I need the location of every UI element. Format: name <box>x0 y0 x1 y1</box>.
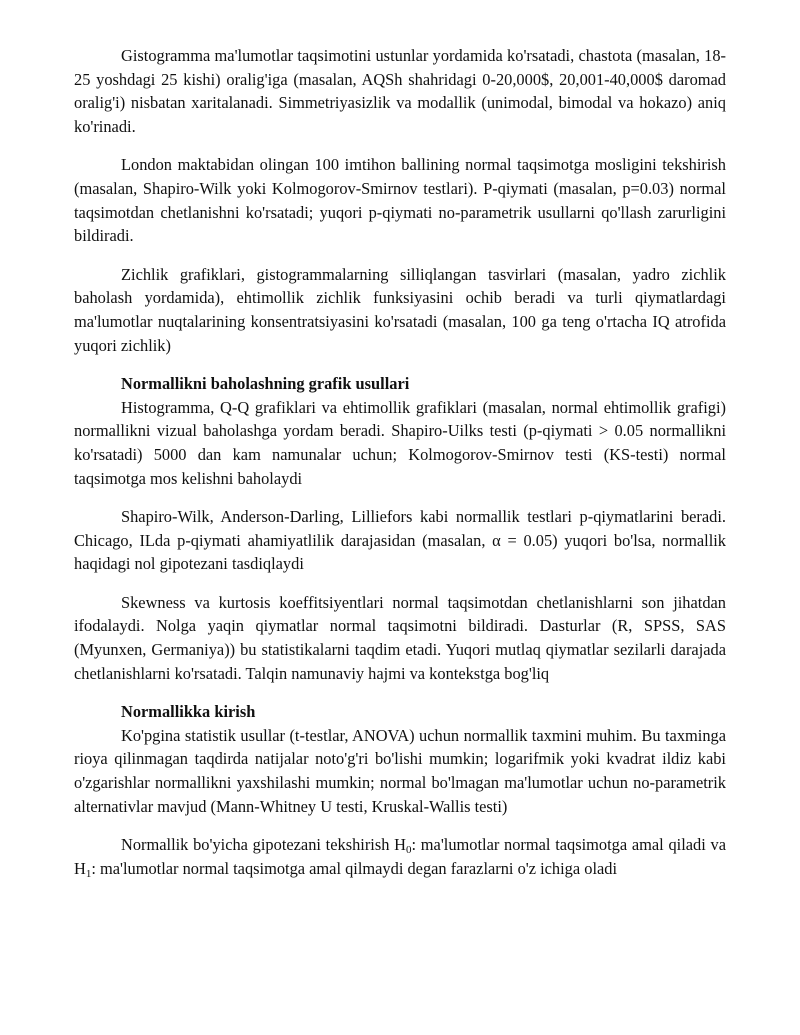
hypothesis-text-1: Normallik bo'yicha gipotezani tekshirish H <box>121 835 406 855</box>
hypothesis-text-2: : ma'lumotlar normal taqsimotga amal qiladi va H <box>74 835 726 878</box>
hypothesis-text-3: : ma'lumotlar normal taqsimotga amal qilmaydi degan farazlarni o'z ichiga oladi <box>91 858 618 878</box>
paragraph-histogram: Gistogramma ma'lumotlar taqsimotini ustunlar yordamida ko'rsatadi, chastota (masalan, 18-25 yoshdagi 25 kishi) oralig'iga (masalan, AQSh shahridagi 0-20,000$, 20,001-40,000$ daromad oralig'i) nisbatan xaritalanadi. Simmetriyasizlik va modallik (unimodal, bimodal va hokazo) aniq ko'rinadi. <box>74 46 726 136</box>
subscript-one: 1 <box>85 867 92 880</box>
paragraph-london-test: London maktabidan olingan 100 imtihon ballining normal taqsimotga mosligini tekshirish (masalan, Shapiro-Wilk yoki Kolmogorov-Smirnov testlari). P-qiymati (masalan, p=0.03) normal taqsimotdan chetlanishni ko'rsatadi; yuqori p-qiymati no-parametrik usullarni qo'llash zarurligini bildiradi. <box>74 155 726 246</box>
paragraph-skewness-kurtosis: Skewness va kurtosis koeffitsiyentlari normal taqsimotdan chetlanishlarni son jihatdan ifodalaydi. Nolga yaqin qiymatlar normal taqsimotni bildiradi. Dasturlar (R, SPSS, SAS (Myunxen, Germaniya)) bu statistikalarni taqdim etadi. Yuqori mutlaq qiymatlar sezilarli darajada chetlanishlarni ko'rsatadi. Talqin namunaviy hajmi va kontekstga bog'liq <box>74 592 726 683</box>
paragraph-qq-plots: Histogramma, Q-Q grafiklari va ehtimollik grafiklari (masalan, normal ehtimollik grafigi) normallikni vizual baholashga yordam beradi. Shapiro-Uilks testi (p-qiymati > 0.05 normallikni ko'rsatadi) 5000 dan kam namunalar uchun; Kolmogorov-Smirnov testi (KS-testi) normal taqsimotga mos kelishni baholaydi <box>74 397 726 488</box>
paragraph-normality-tests: Shapiro-Wilk, Anderson-Darling, Lilliefors kabi normallik testlari p-qiymatlarini beradi. Chicago, ILda p-qiymati ahamiyatlilik darajasidan (masalan, α = 0.05) yuqori bo'lsa, normallik haqidagi nol gipotezani tasdiqlaydi <box>74 507 726 574</box>
subscript-zero: 0 <box>406 844 412 857</box>
paragraph-assumption: Ko'pgina statistik usullar (t-testlar, ANOVA) uchun normallik taxmini muhim. Bu taxminga rioya qilinmagan taqdirda natijalar noto'g'ri bo'lishi mumkin; logarifmik yoki kvadrat ildiz kabi o'zgarishlar normallikni yaxshilashi mumkin; normal bo'lmagan ma'lumotlar uchun no-parametrik alternativlar mavjud (Mann-Whitney U testi, Kruskal-Wallis testi) <box>74 725 726 816</box>
section-heading-graphical-methods: Normallikni baholashning grafik usullari <box>121 374 410 394</box>
paragraph-density: Zichlik grafiklari, gistogrammalarning silliqlangan tasvirlari (masalan, yadro zichlik baholash yordamida), ehtimollik zichlik funksiyasini ochib beradi va turli qiymatlardagi ma'lumotlar nuqtalarining konsentratsiyasini ko'rsatadi (masalan, 100 ga teng o'rtacha IQ atrofida yuqori zichlik) <box>74 264 726 355</box>
section-heading-introduction: Normallikka kirish <box>121 702 256 722</box>
paragraph-hypothesis <box>74 833 726 880</box>
